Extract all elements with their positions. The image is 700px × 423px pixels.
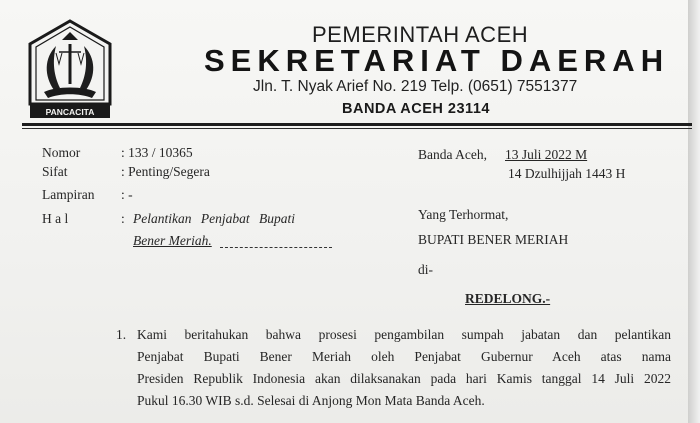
letterhead-address: Jln. T. Nyak Arief No. 219 Telp. (0651) 7551377: [253, 78, 578, 95]
paragraph-line: Kami beritahukan bahwa prosesi pengambilan sumpah jabatan dan pelantikan: [137, 327, 671, 342]
lampiran-value: : -: [121, 187, 133, 202]
recipient-name: BUPATI BENER MERIAH: [418, 232, 569, 247]
lampiran-label: Lampiran: [42, 187, 95, 202]
sifat-value: : Penting/Segera: [121, 164, 210, 179]
date-gregorian: 13 Juli 2022 M: [505, 147, 588, 162]
paragraph-line: Pukul 16.30 WIB s.d. Selesai di Anjong Mon Mata Banda Aceh.: [137, 393, 485, 408]
salutation: Yang Terhormat,: [418, 207, 509, 222]
hal-colon: :: [121, 211, 125, 226]
aceh-crest-icon: [26, 18, 114, 121]
hal-dashed-line: [220, 247, 332, 248]
hal-label: H a l: [42, 211, 69, 226]
hal-subject-line1: Pelantikan Penjabat Bupati: [133, 211, 295, 226]
sifat-label: Sifat: [42, 164, 68, 179]
nomor-label: Nomor: [42, 145, 81, 160]
recipient-di: di-: [418, 262, 433, 277]
paragraph-number: 1.: [116, 327, 127, 342]
letterhead-rule-thin: [22, 128, 692, 129]
crest-label: PANCACITA: [45, 107, 95, 117]
page-edge: [688, 0, 700, 423]
letterhead-secretariat: SEKRETARIAT DAERAH: [204, 43, 670, 78]
paragraph-line: Penjabat Bupati Bener Meriah oleh Penjabat Gubernur Aceh atas nama: [137, 349, 671, 364]
letterhead-government: PEMERINTAH ACEH: [312, 22, 529, 47]
paragraph-line: Presiden Republik Indonesia akan dilaksanakan pada hari Kamis tanggal 14 Juli 2022: [137, 371, 671, 386]
letterhead-city: BANDA ACEH 23114: [342, 101, 490, 117]
letterhead-rule-thick: [22, 123, 692, 126]
body-paragraph: [137, 324, 671, 412]
date-hijri: 14 Dzulhijjah 1443 H: [508, 166, 626, 181]
hal-subject-line2: Bener Meriah.: [133, 233, 212, 248]
recipient-city: REDELONG.-: [465, 291, 551, 306]
date-place: Banda Aceh,: [418, 147, 487, 162]
nomor-value: : 133 / 10365: [121, 145, 193, 160]
